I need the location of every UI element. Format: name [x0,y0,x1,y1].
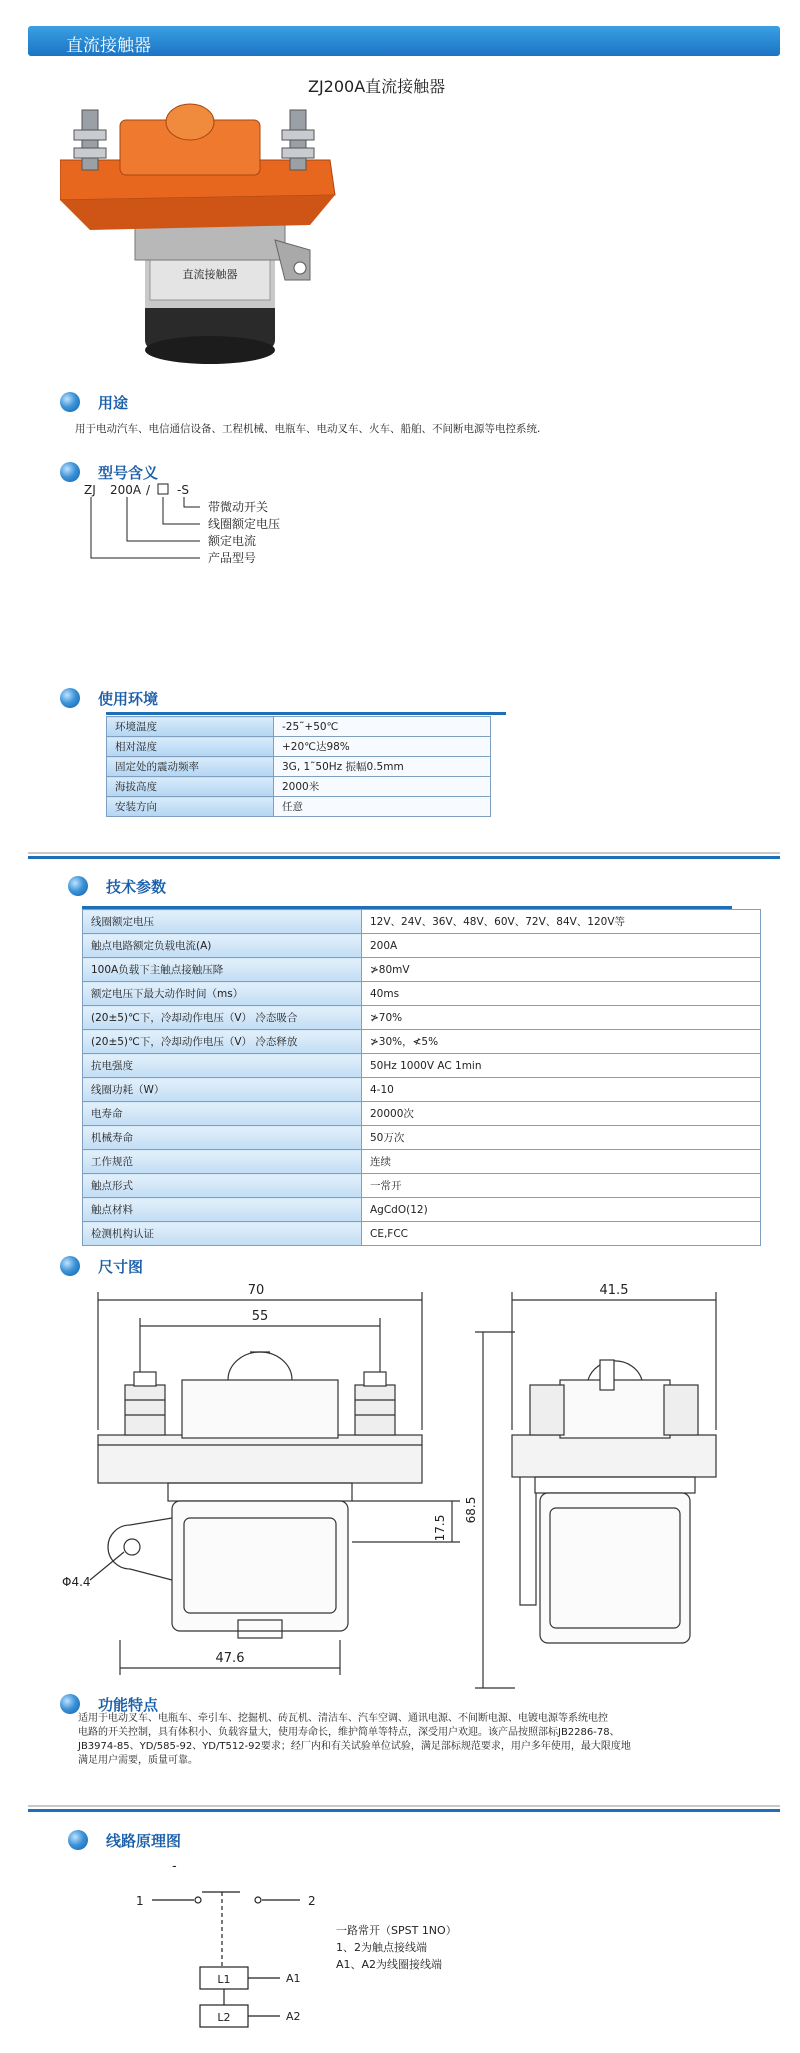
model-code-zj: ZJ [84,483,96,497]
bullet-icon [60,462,80,482]
model-code-200a: 200A [110,483,142,497]
model-meaning-2: 线圈额定电压 [208,517,281,531]
mount-bracket [275,240,310,280]
table-row: 固定处的震动频率 3G, 1˜50Hz 振幅0.5mm [107,757,491,777]
coil-l1-label: L1 [217,1973,231,1986]
model-code-slash: / [146,483,151,497]
table-row: (20±5)℃下，冷却动作电压（V） 冷态释放 ≯30%，≮5% [83,1030,761,1054]
product-photo [60,100,360,370]
table-row: 触点材料 AgCdO(12) [83,1198,761,1222]
usage-text: 用于电动汽车、电信通信设备、工程机械、电瓶车、电动叉车、火车、船舶、不间断电源等电控系统. [75,423,541,435]
dim-70: 70 [247,1283,265,1298]
terminal-1-label: 1 [136,1894,144,1908]
section-divider [28,1805,780,1807]
table-row: 触点电路额定负载电流(A) 200A [83,934,761,958]
table-row: 线圈功耗（W） 4-10 [83,1078,761,1102]
dim-68-5: 68.5 [464,1496,478,1524]
dim-47-6: 47.6 [215,1651,245,1666]
model-meaning-1: 带微动开关 [208,500,269,514]
section-divider-blue [28,856,780,859]
dim-17-5: 17.5 [433,1514,447,1542]
table-row: 额定电压下最大动作时间（ms） 40ms [83,982,761,1006]
circuit-minus: - [172,1862,177,1874]
table-row: 触点形式 一常开 [83,1174,761,1198]
section-divider [28,852,780,854]
header-bar [28,26,780,56]
bullet-icon [60,392,80,412]
table-row: 电寿命 20000次 [83,1102,761,1126]
environment-table [106,716,491,817]
env-table-rule [106,712,506,715]
table-row: 安装方向 任意 [107,797,491,817]
table-row: 机械寿命 50万次 [83,1126,761,1150]
table-row: 环境温度 -25˜+50℃ [107,717,491,737]
table-row: 相对湿度 +20℃达98% [107,737,491,757]
table-row: 100A负载下主触点接触压降 ≯80mV [83,958,761,982]
bullet-icon [60,1694,80,1714]
bullet-icon [68,1830,88,1850]
table-row: 海拔高度 2000米 [107,777,491,797]
terminal-a2-label: A2 [286,2010,301,2023]
header-title: 直流接触器 [66,36,151,56]
table-row: 线圈额定电压 12V、24V、36V、48V、60V、72V、84V、120V等 [83,910,761,934]
model-code-s: -S [177,483,189,497]
section-divider-blue [28,1809,780,1812]
model-meaning-3: 额定电流 [208,534,257,548]
table-row: 抗电强度 50Hz 1000V AC 1min [83,1054,761,1078]
bullet-icon [68,876,88,896]
model-meaning-4: 产品型号 [208,551,257,565]
table-row: 检测机构认证 CE,FCC [83,1222,761,1246]
specs-table [82,909,761,1246]
coil-label-text: 直流接触器 [182,268,238,281]
bullet-icon [60,688,80,708]
product-title: ZJ200A直流接触器 [308,77,446,96]
circuit-description: 一路常开（SPST 1NO） 1、2为触点接线端 A1、A2为线圈接线端 [336,1924,457,1971]
coil-l2-label: L2 [217,2011,231,2024]
features-text: 适用于电动叉车、电瓶车、牵引车、挖掘机、砖瓦机、清洁车、汽车空调、通讯电源、不间断电源、电镀电源等系统电控 电路的开关控制，具有体积小、负载容量大，使用寿命长，维护简单等特点，深受用户欢迎。该产品按照部标JB2286-78、 JB3974-85、YD/585-92、YD/T512-92要求；经厂内和有关试验单位试验，满足部标规范要求，用户多年使用，最大限度地 满足用户需要，质量可靠。 [78,1713,631,1766]
model-code-diagram [82,480,342,570]
dim-phi-4-4: Φ4.4 [62,1575,91,1589]
dome-cap [166,104,214,140]
dim-55: 55 [251,1309,269,1324]
dimension-drawing [60,1280,760,1690]
table-row: (20±5)℃下，冷却动作电压（V） 冷态吸合 ≯70% [83,1006,761,1030]
terminal-2-label: 2 [308,1894,316,1908]
dim-41-5: 41.5 [599,1283,629,1298]
table-row: 工作规范 连续 [83,1150,761,1174]
terminal-a1-label: A1 [286,1972,301,1985]
bullet-icon [60,1256,80,1276]
